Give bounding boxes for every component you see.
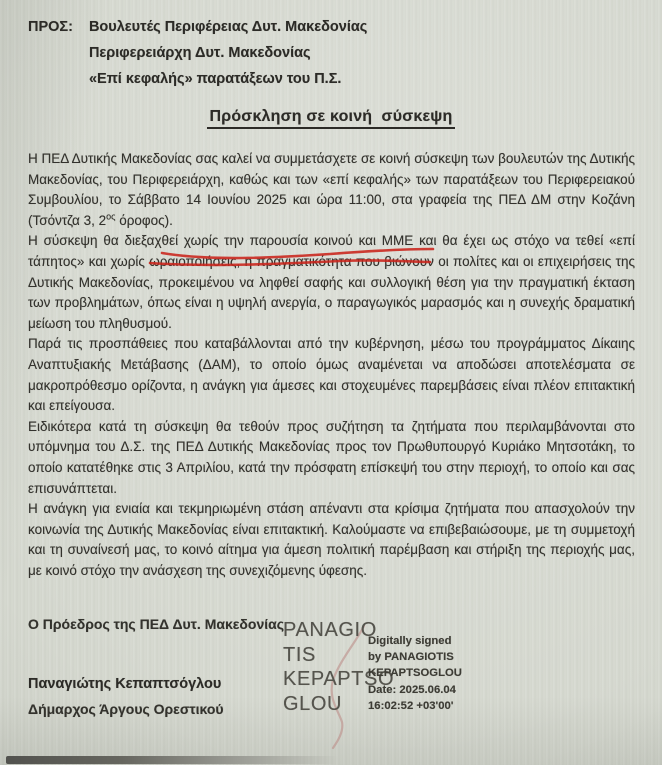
digital-signature-name-line: GLOU <box>283 692 343 715</box>
digital-signature-detail-line: Digitally signed <box>368 635 452 647</box>
digital-signature-detail-line: 16:02:52 +03'00' <box>368 699 454 712</box>
signer-name: Παναγιώτης Κεπαπτσόγλου <box>28 676 222 692</box>
paragraph-purpose: Η σύσκεψη θα διεξαχθεί χωρίς την παρουσία κοινού και ΜΜΕ και θα έχει ως στόχο να τεθεί «επί τάπητος» και χωρίς ωραιοποιήσεις, η πραγματικότητα που βιώνουν οι πολίτες και οι επιχειρήσεις της Δυτικής Μακεδονίας, προκειμένου να ληφθεί σαφής και συλλογική θέση για την πραγματική έκταση των προβλημάτων, όπως είναι η υψηλή ανεργία, ο παραγωγικός μαρασμός και η συνεχής δραματική μείωση του πληθυσμού. <box>28 233 635 331</box>
digital-signature-name-line: PANAGIO <box>283 619 377 641</box>
photo-edge-shadow <box>6 756 338 764</box>
paragraph-closing: Η ανάγκη για ενιαία και τεκμηριωμένη στάση απέναντι στα κρίσιμα ζητήματα που απασχολούν την κοινωνία της Δυτικής Μακεδονίας είναι επιτακτική. Καλούμαστε να επιβεβαιώσουμε, με τη συμμετοχή και τη συναίνεσή μας, το κοινό αίτημα για άμεση πολιτική παρέμβαση και στήριξη της περιοχής μας, με κοινό στόχο την ανάσχεση της συνεχιζόμενης ύφεσης. <box>28 501 635 578</box>
document-body <box>28 149 635 581</box>
document-title-row <box>0 108 662 126</box>
digital-signature-name-line: KEPAPTSO <box>283 668 395 690</box>
signer-role-bottom: Δήμαρχος Άργους Ορεστικού <box>28 701 224 717</box>
paragraph-text: όροφος). <box>115 212 173 228</box>
recipient-label: ΠΡΟΣ: <box>28 19 73 35</box>
digital-signature-detail-line: by PANAGIOTIS <box>368 651 454 664</box>
recipient-block <box>28 14 642 92</box>
digital-signature-detail-line: Date: 2025.06.04 <box>368 683 456 696</box>
ordinal-superscript: ος <box>106 211 116 222</box>
digital-signature-details <box>368 633 462 714</box>
paragraph-invitation <box>28 149 635 231</box>
digital-signature-detail-line: KEPAPTSOGLOU <box>368 667 462 680</box>
document-title: Πρόσκληση σε κοινή σύσκεψη <box>207 108 454 129</box>
paragraph-text: Η ΠΕΔ Δυτικής Μακεδονίας σας καλεί να συμμετάσχετε σε κοινή σύσκεψη των βουλευτών της Δυτικής Μακεδονίας, του Περιφερειάρχη, καθώς και των «επί κεφαλής» των παρατάξεων του Περιφερειακού Συμβουλίου, το Σάββατο 14 Ιουνίου 2025 και ώρα 11:00, στα γραφεία της ΠΕΔ ΔΜ στην Κοζάνη (Τσόντζα 3, 2 <box>28 151 635 228</box>
recipient-line: «Επί κεφαλής» παρατάξεων του Π.Σ. <box>88 71 342 87</box>
paragraph-memorandum: Ειδικότερα κατά τη σύσκεψη θα τεθούν προς συζήτηση τα ζητήματα που περιλαμβάνονται στο υπόμνημα του Δ.Σ. της ΠΕΔ Δυτικής Μακεδονίας προς τον Πρωθυπουργό Κυριάκο Μητσοτάκη, το οποίο κατατέθηκε στις 3 Απριλίου, κατά την πρόσφατη επίσκεψή του στην περιοχή, το οποίο και σας επισυνάπτεται. <box>28 418 635 496</box>
recipient-line: Περιφερειάρχη Δυτ. Μακεδονίας <box>88 45 311 61</box>
recipient-line: Βουλευτές Περιφέρειας Δυτ. Μακεδονίας <box>88 19 368 35</box>
digital-signature-name-line: TIS <box>283 643 316 666</box>
recipient-lines <box>89 14 367 92</box>
paragraph-dam-program: Παρά τις προσπάθειες που καταβάλλονται από την κυβέρνηση, μέσω του προγράμματος Δίκαιης Αναπτυξιακής Μετάβασης (ΔΑΜ), το οποίο όμως αναμένεται να αποδώσει αποτελέσματα σε μακροπρόθεσμο ορίζοντα, η ανάγκη για άμεσες και στοχευμένες παρεμβάσεις είναι πλέον επιτακτική και επείγουσα. <box>28 336 635 414</box>
signer-role-top: Ο Πρόεδρος της ΠΕΔ Δυτ. Μακεδονίας <box>28 616 285 632</box>
